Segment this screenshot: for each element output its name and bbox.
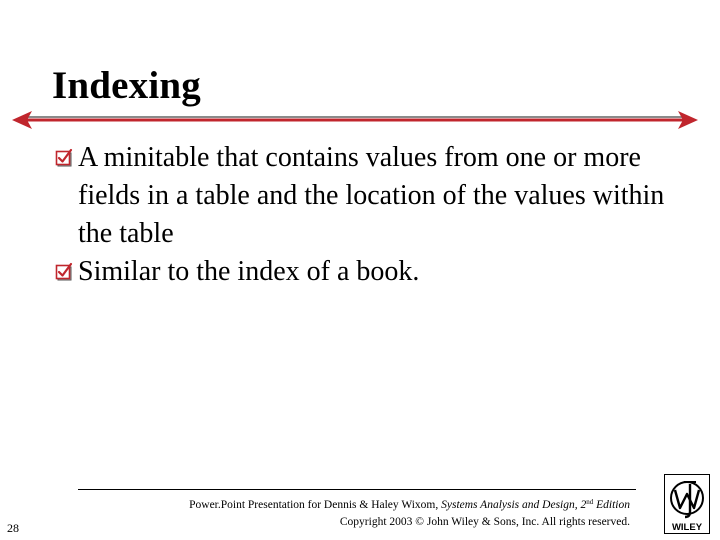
wiley-logo: [664, 474, 710, 534]
footer-prefix: Power.Point Presentation for Dennis & Haley Wixom,: [189, 499, 442, 511]
wiley-logo-text: WILEY: [671, 522, 703, 533]
bullet-item: [52, 139, 692, 253]
footer-line-1: [130, 494, 630, 514]
bullet-list: [52, 139, 692, 291]
page-number: 28: [7, 521, 19, 535]
bullet-text: Similar to the index of a book.: [78, 256, 420, 287]
title-arrow-divider: [10, 106, 700, 134]
footer-edition-suffix: nd: [586, 498, 594, 506]
footer-divider: [78, 489, 636, 490]
footer-book-title: Systems Analysis and Design,: [441, 499, 578, 511]
bullet-text: A minitable that contains values from one or more fields in a table and the location of the values within the table: [78, 142, 665, 249]
footer-copyright: Copyright 2003 © John Wiley & Sons, Inc. All rights reserved.: [339, 516, 630, 528]
footer-citation: [130, 494, 630, 531]
checkbox-icon: [55, 148, 75, 168]
footer-edition-number: 2: [577, 499, 587, 511]
bullet-item: [52, 253, 692, 291]
footer-edition-word: Edition: [593, 499, 630, 511]
checkbox-icon: [55, 262, 75, 282]
slide-title: Indexing: [52, 64, 201, 107]
